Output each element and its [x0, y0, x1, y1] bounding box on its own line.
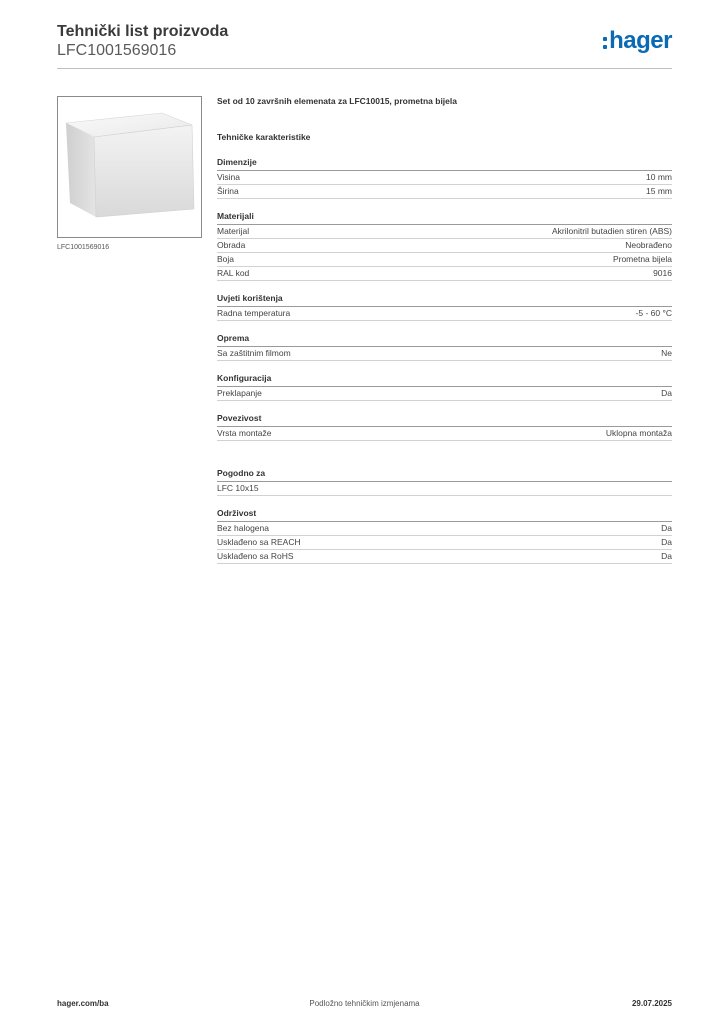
spec-group [217, 412, 672, 441]
document-title: Tehnički list proizvoda [57, 23, 229, 40]
product-box-icon [58, 97, 201, 237]
spec-group-title: Održivost [217, 507, 672, 522]
logo-text: hager [609, 27, 672, 54]
product-description: Set od 10 završnih elemenata za LFC10015, prometna bijela [217, 96, 457, 106]
spec-row [217, 185, 672, 199]
logo-dots-icon [603, 37, 607, 49]
spec-value: Da [661, 551, 672, 561]
spec-group [217, 332, 672, 361]
spec-row [217, 347, 672, 361]
spec-value: Akrilonitril butadien stiren (ABS) [552, 226, 672, 236]
spec-group [217, 372, 672, 401]
spec-value: Da [661, 537, 672, 547]
spec-groups [217, 156, 672, 564]
spec-label: Obrada [217, 240, 246, 250]
spec-label: LFC 10x15 [217, 483, 259, 493]
footer-date: 29.07.2025 [631, 999, 672, 1008]
spec-group-title: Dimenzije [217, 156, 672, 171]
spec-row [217, 267, 672, 281]
spec-group-title: Oprema [217, 332, 672, 347]
spec-row [217, 522, 672, 536]
spec-row [217, 550, 672, 564]
spec-label: RAL kod [217, 268, 250, 278]
spec-row [217, 307, 672, 321]
spec-row [217, 225, 672, 239]
spec-row [217, 427, 672, 441]
spec-label: Materijal [217, 226, 250, 236]
spec-label: Radna temperatura [217, 308, 291, 318]
spec-label: Sa zaštitnim filmom [217, 348, 291, 358]
spec-row [217, 239, 672, 253]
footer-website[interactable]: hager.com/ba [57, 999, 109, 1008]
spec-label: Bez halogena [217, 523, 269, 533]
spec-value: 9016 [653, 268, 672, 278]
spec-row [217, 482, 672, 496]
spec-group [217, 156, 672, 199]
spec-row [217, 536, 672, 550]
product-code: LFC1001569016 [57, 42, 177, 59]
spec-group-title: Uvjeti korištenja [217, 292, 672, 307]
spec-value: Uklopna montaža [605, 428, 672, 438]
spec-group-title: Pogodno za [217, 467, 672, 482]
spec-value: Ne [661, 348, 672, 358]
spec-group [217, 467, 672, 496]
spec-label: Usklađeno sa REACH [217, 537, 301, 547]
spec-value: -5 - 60 °C [635, 308, 672, 318]
spec-value: 10 mm [646, 172, 672, 182]
spec-label: Visina [217, 172, 240, 182]
spec-label: Usklađeno sa RoHS [217, 551, 294, 561]
spec-group-title: Materijali [217, 210, 672, 225]
spec-group [217, 292, 672, 321]
spec-row [217, 253, 672, 267]
spec-value: Prometna bijela [612, 254, 672, 264]
hager-logo [603, 28, 672, 54]
specification-content [217, 94, 672, 564]
spec-value: Da [661, 388, 672, 398]
product-image [57, 96, 202, 238]
image-caption: LFC1001569016 [57, 244, 110, 251]
spec-value: 15 mm [646, 186, 672, 196]
spec-label: Preklapanje [217, 388, 262, 398]
section-title: Tehničke karakteristike [217, 132, 311, 142]
spec-group [217, 210, 672, 281]
spec-group-title: Konfiguracija [217, 372, 672, 387]
page-footer [57, 999, 672, 1013]
spec-group [217, 507, 672, 564]
spec-group-title: Povezivost [217, 412, 672, 427]
spec-row [217, 171, 672, 185]
header-divider [57, 68, 672, 69]
spec-label: Vrsta montaže [217, 428, 272, 438]
spec-row [217, 387, 672, 401]
spec-label: Boja [217, 254, 235, 264]
spec-value: Neobrađeno [625, 240, 672, 250]
page-header [57, 22, 672, 68]
spec-label: Širina [217, 186, 239, 196]
spec-value: Da [661, 523, 672, 533]
footer-notice: Podložno tehničkim izmjenama [309, 999, 420, 1008]
